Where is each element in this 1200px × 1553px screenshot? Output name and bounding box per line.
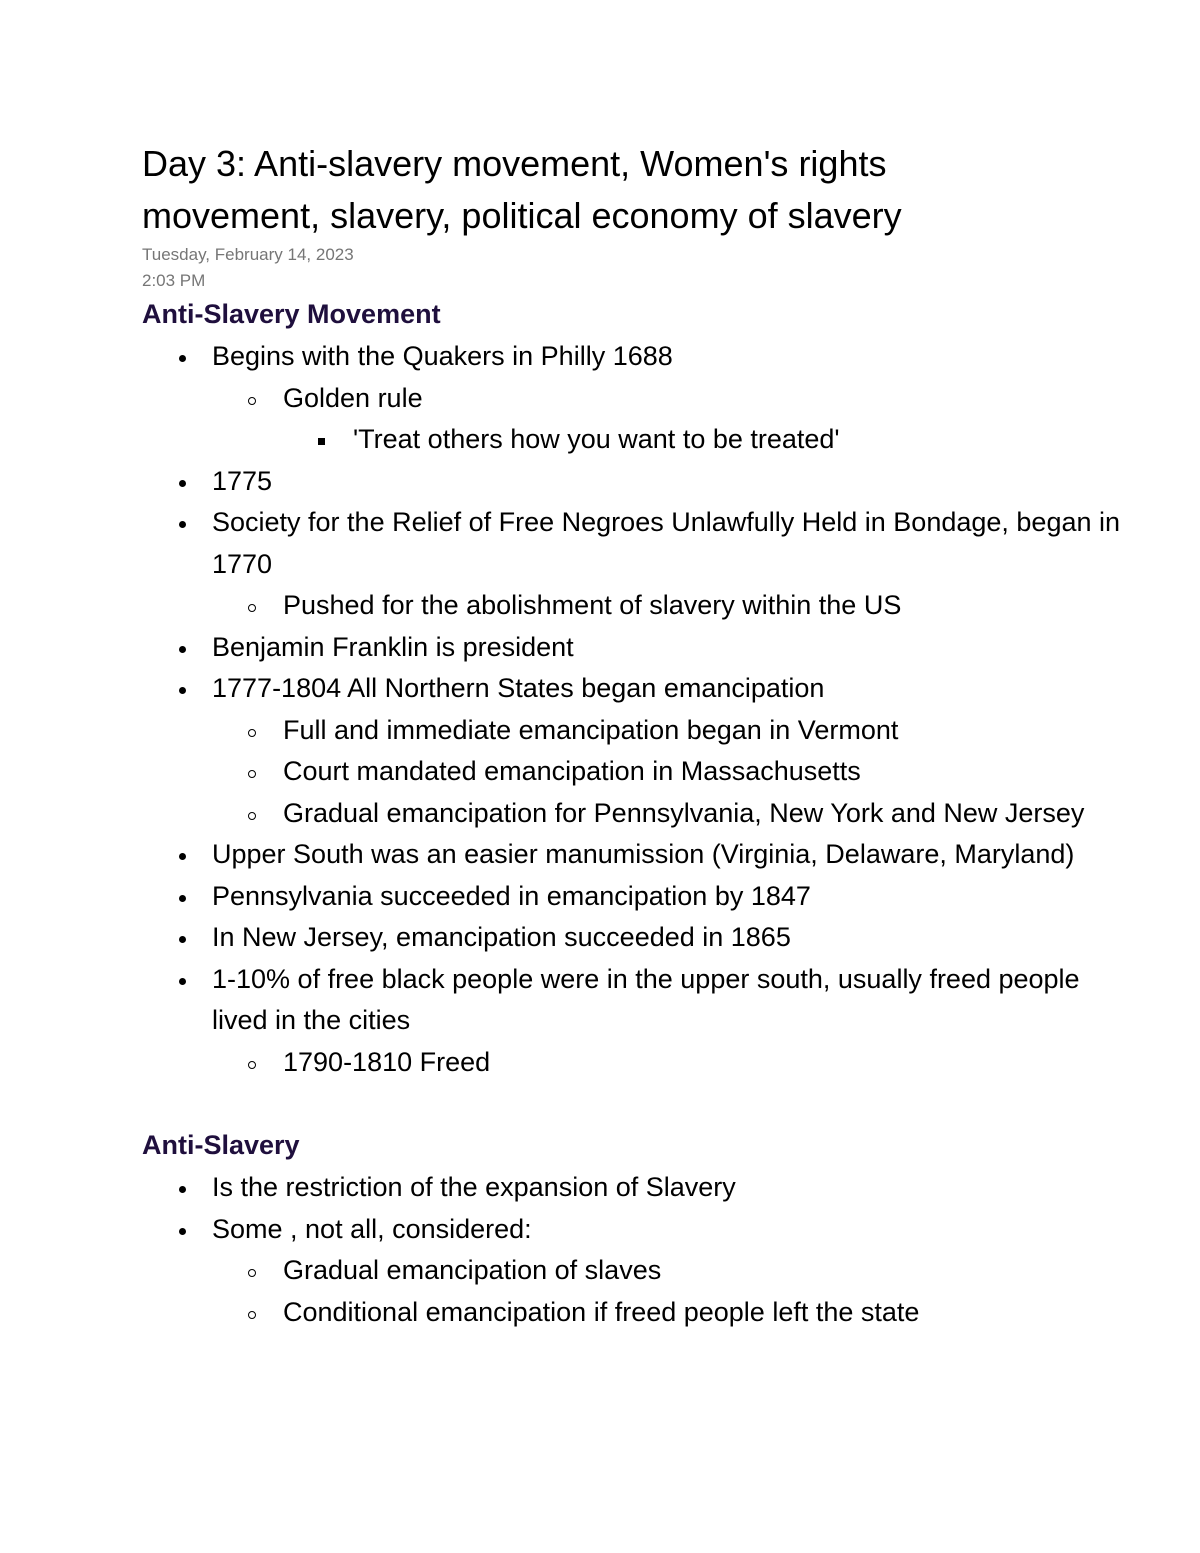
list-item: [142, 502, 1142, 585]
list-item-text: Is the restriction of the expansion of Slavery: [212, 1172, 736, 1202]
dot-bullet-icon: [177, 959, 191, 1001]
list-item-text: 'Treat others how you want to be treated': [353, 424, 840, 454]
list-item-text: Gradual emancipation for Pennsylvania, New York and New Jersey: [283, 797, 1085, 828]
dot-bullet-icon: [177, 336, 191, 378]
list-item: [142, 959, 1142, 1042]
circle-bullet-icon: [246, 710, 260, 752]
square-bullet-icon: [316, 419, 330, 461]
list-item-text: Golden rule: [283, 382, 423, 413]
list-item: [142, 668, 1142, 710]
list-item: [142, 378, 1142, 420]
circle-bullet-icon: [246, 1042, 260, 1084]
list-item-text: Upper South was an easier manumission (Virginia, Delaware, Maryland): [212, 839, 1075, 869]
circle-bullet-icon: [246, 751, 260, 793]
list-item: [142, 917, 1142, 959]
list-item-text: Pennsylvania succeeded in emancipation by 1847: [212, 880, 811, 911]
bullet-list: [142, 1167, 1142, 1333]
dot-bullet-icon: [177, 627, 191, 669]
title-line-2: movement, slavery, political economy of slavery: [142, 195, 902, 236]
list-item: [142, 751, 1142, 793]
list-item: [142, 627, 1142, 669]
list-item: [142, 336, 1142, 378]
list-item-text: In New Jersey, emancipation succeeded in 1865: [212, 922, 791, 952]
circle-bullet-icon: [246, 378, 260, 420]
list-item: [142, 1167, 1142, 1209]
list-item-text: Conditional emancipation if freed people left the state: [283, 1296, 920, 1327]
list-item: [142, 793, 1142, 835]
note-time: 2:03 PM: [142, 271, 206, 290]
dot-bullet-icon: [177, 502, 191, 544]
circle-bullet-icon: [246, 585, 260, 627]
note-page: [142, 138, 1142, 1333]
list-item: [142, 1250, 1142, 1292]
dot-bullet-icon: [177, 1167, 191, 1209]
list-item: [142, 834, 1142, 876]
note-body: [142, 296, 1142, 1333]
list-item-text: Benjamin Franklin is president: [212, 631, 574, 662]
circle-bullet-icon: [246, 1250, 260, 1292]
section-heading: Anti-Slavery Movement: [142, 299, 441, 329]
list-item: [142, 1292, 1142, 1334]
list-item: [142, 419, 1142, 461]
list-item: [142, 1042, 1142, 1084]
list-item-text: Gradual emancipation of slaves: [283, 1255, 662, 1285]
list-item-text: Pushed for the abolishment of slavery within the US: [283, 590, 902, 620]
section-spacer: [142, 1083, 1142, 1125]
dot-bullet-icon: [177, 461, 191, 503]
title-line-1: Day 3: Anti-slavery movement, Women's rights: [142, 143, 887, 184]
list-item-text: Court mandated emancipation in Massachusetts: [283, 756, 861, 786]
section-heading: Anti-Slavery: [142, 1130, 300, 1160]
list-item-text: 1-10% of free black people were in the upper south, usually freed people lived in the cities: [212, 963, 1080, 1035]
list-item-text: Full and immediate emancipation began in Vermont: [283, 714, 899, 745]
dot-bullet-icon: [177, 834, 191, 876]
list-item-text: 1790-1810 Freed: [283, 1046, 491, 1077]
note-date: Tuesday, February 14, 2023: [142, 245, 354, 264]
list-item-text: 1775: [212, 465, 273, 496]
list-item-text: Society for the Relief of Free Negroes Unlawfully Held in Bondage, began in 1770: [212, 507, 1121, 579]
list-item: [142, 1209, 1142, 1251]
list-item: [142, 585, 1142, 627]
list-item-text: 1777-1804 All Northern States began emancipation: [212, 673, 825, 703]
bullet-list: [142, 336, 1142, 1083]
list-item-text: Begins with the Quakers in Philly 1688: [212, 341, 673, 371]
page-title: [142, 138, 1142, 242]
dot-bullet-icon: [177, 1209, 191, 1251]
dot-bullet-icon: [177, 876, 191, 918]
dot-bullet-icon: [177, 668, 191, 710]
list-item: [142, 876, 1142, 918]
list-item: [142, 710, 1142, 752]
dot-bullet-icon: [177, 917, 191, 959]
circle-bullet-icon: [246, 1292, 260, 1334]
list-item: [142, 461, 1142, 503]
circle-bullet-icon: [246, 793, 260, 835]
list-item-text: Some , not all, considered:: [212, 1213, 532, 1244]
